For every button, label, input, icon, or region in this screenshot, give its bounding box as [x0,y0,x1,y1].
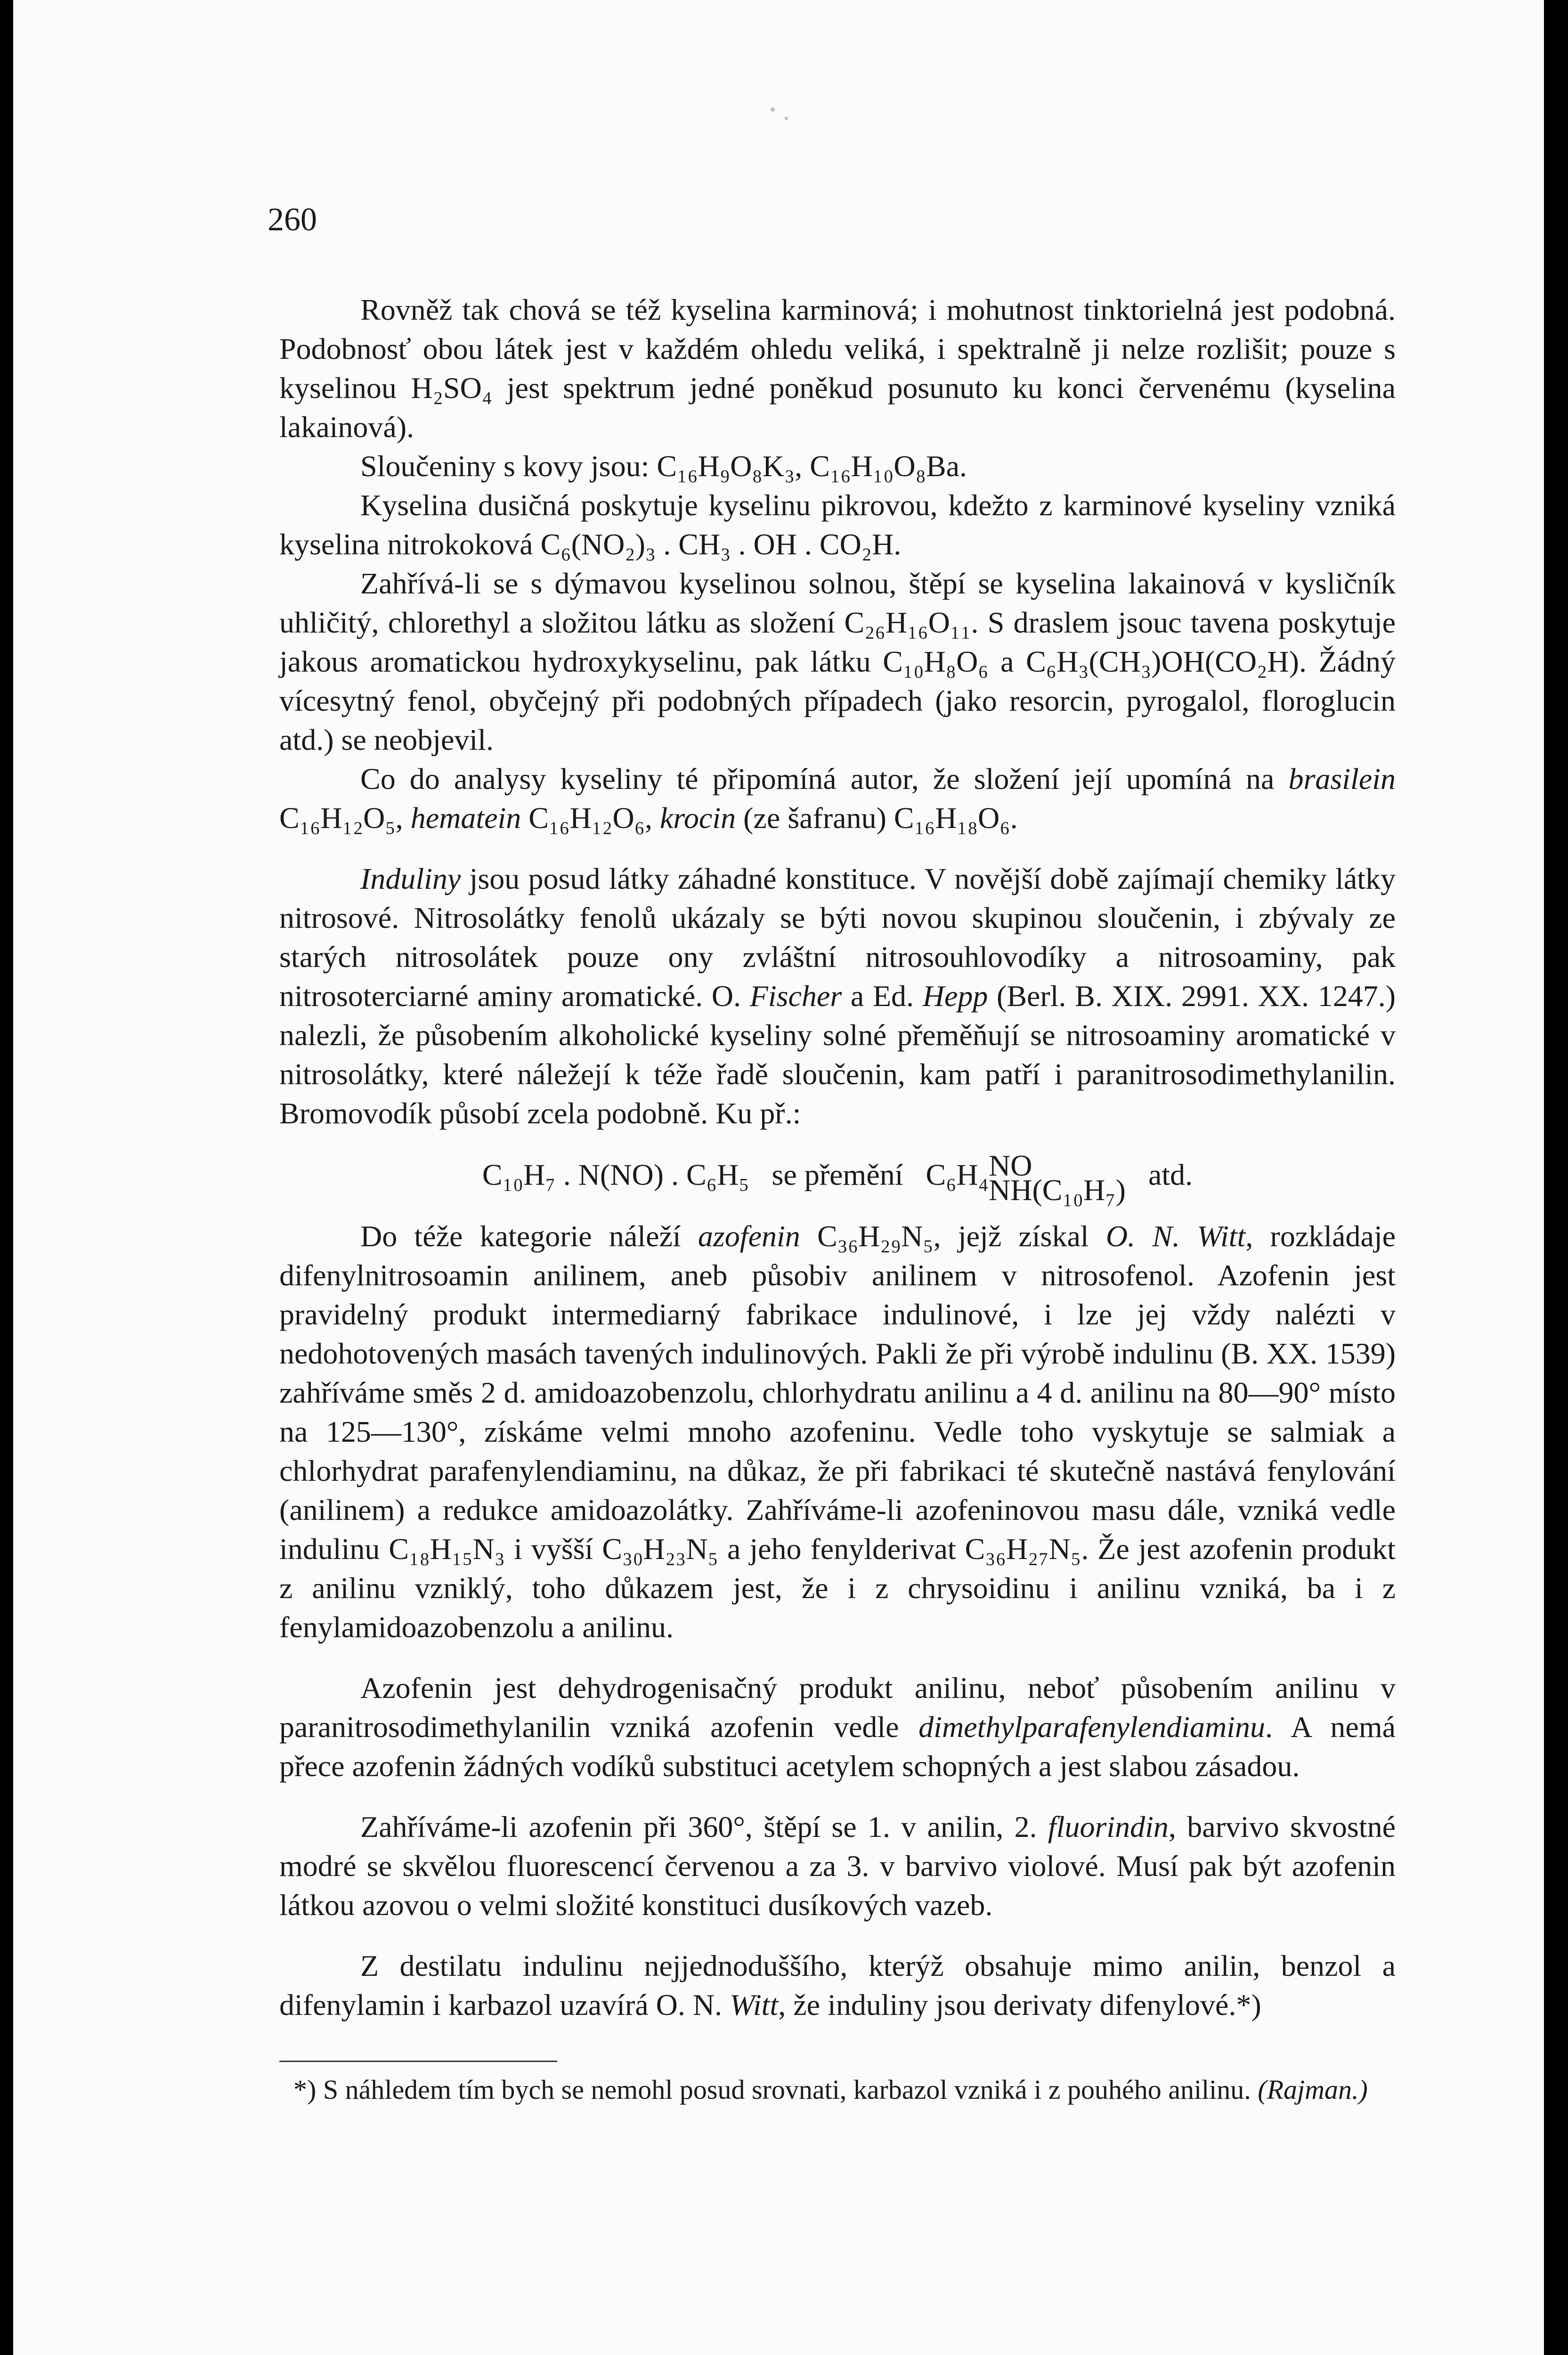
paragraph-3: Kyselina dusičná poskytuje kyselinu pikrovou, kdežto z karminové kyseliny vzniká kyselina nitrokoková C₆(NO₂)₃ . CH₃ . OH . CO₂H. [279,488,1396,561]
formula [279,1149,1396,1207]
paragraph-1: Rovněž tak chová se též kyselina karminová; i mohutnost tinktorielná jest podobná. Podobnosť obou látek jest v každém ohledu veliká, i spektralně ji nelze rozlišit; pouze s kyselinou H₂SO₄ jest spektrum jedné poněkud posunuto ku konci červenému (kyselina lakainová). [279,293,1396,444]
paragraph-6: Induliny jsou posud látky záhadné konstituce. V novější době zajímají chemiky látky nitrosové. Nitrosolátky fenolů ukázaly se býti novou skupinou sloučenin, i zbývaly ze starých nitrosolátek pouze ony zvláštní nitrosouhlovodíky a nitrosoaminy, pak nitrosoterciarné aminy aromatické. O. Fischer a Ed. Hepp (Berl. B. XIX. 2991. XX. 1247.) nalezli, že působením alkoholické kyseliny solné přeměňují se nitrosoaminy aromatické v nitrosolátky, které náležejí k téže řadě sloučenin, kam patří i paranitrosodimethylanilin. Bromovodík působí zcela podobně. Ku př.: [279,862,1396,1130]
author-hepp: Hepp [922,979,988,1013]
footnote-text: S náhledem tím bych se nemohl posud srovnati, karbazol vzniká i z pouhého anilinu. [323,2074,1251,2105]
formula-end: atd. [1148,1158,1193,1192]
term-azofenin: azofenin [698,1219,800,1253]
book-page [13,0,1544,2355]
formula-base: C₆H₄ [926,1158,989,1192]
term-brasilein: brasilein [1288,762,1396,796]
author-witt: O. N. Witt [1105,1219,1246,1253]
formula-left: C₁₀H₇ . N(NO) . C₆H₅ [482,1158,749,1192]
term-fluorindin: fluorindin [1048,1810,1169,1843]
term-dimethylparafenylendiamin: dimethylparafenylendiaminu [918,1710,1266,1744]
term-induliny: Induliny [360,862,461,895]
page-number: 260 [268,202,317,238]
paragraph-8: Azofenin jest dehydrogenisačný produkt anilinu, neboť působením anilinu v paranitrosodimethylanilin vzniká azofenin vedle dimethylparafenylendiaminu. A nemá přece azofenin žádných vodíků substituci acetylem schopných a jest slabou zásadou. [279,1671,1396,1783]
paragraph-7: Do téže kategorie náleží azofenin C₃₆H₂₉N₅, jejž získal O. N. Witt, rozkládaje difenylnitrosoamin anilinem, aneb působiv anilinem v nitrosofenol. Azofenin jest pravidelný produkt intermediarný fabrikace indulinové, i lze jej vždy nalézti v nedohotovených masách tavených indulinových. Pakli že při výrobě indulinu (B. XX. 1539) zahříváme směs 2 d. amidoazobenzolu, chlorhydratu anilinu a 4 d. anilinu na 80—90° místo na 125—130°, získáme velmi mnoho azofeninu. Vedle toho vyskytuje se salmiak a chlorhydrat parafenylendiaminu, na důkaz, že při fabrikaci té skutečně nastává fenylování (anilinem) a redukce amidoazolátky. Zahříváme-li azofeninovou masu dále, vzniká vedle indulinu C₁₈H₁₅N₃ i vyšší C₃₀H₂₃N₅ a jeho fenylderivat C₃₆H₂₇N₅. Že jest azofenin produkt z anilinu vzniklý, toho důkazem jest, že i z chrysoidinu i anilinu vzniká, ba i z fenylamidoazobenzolu a anilinu. [279,1219,1396,1644]
footnote-divider [279,2061,557,2062]
term-hematein: hematein [410,801,521,835]
footnote-signature: (Rajman.) [1258,2074,1368,2105]
paragraph-10: Z destilatu indulinu nejjednoduššího, kterýž obsahuje mimo anilin, benzol a difenylamin i karbazol uzavírá O. N. Witt, že induliny jsou derivaty difenylové.*) [279,1949,1396,2022]
term-krocin: krocin [659,801,736,835]
paragraph-9: Zahříváme-li azofenin při 360°, štěpí se 1. v anilin, 2. fluorindin, barvivo skvostné modré se skvělou fluorescencí červenou a za 3. v barvivo violové. Musí pak být azofenin látkou azovou o velmi složité konstituci dusíkových vazeb. [279,1810,1396,1922]
paragraph-5: Co do analysy kyseliny té připomíná autor, že složení její upomíná na brasilein C₁₆H₁₂O₅, hematein C₁₆H₁₂O₆, krocin (ze šafranu) C₁₆H₁₈O₆. [279,762,1396,835]
main-text [279,290,1396,2024]
footnote-mark: *) [293,2074,317,2105]
formula-substituents: NO NH(C₁₀H₇) [989,1149,1126,1207]
paragraph-4: Zahřívá-li se s dýmavou kyselinou solnou, štěpí se kyselina lakainová v kysličník uhličitý, chlorethyl a složitou látku as složení C₂₆H₁₆O₁₁. S draslem jsouc tavena poskytuje jakous aromatickou hydroxykyselinu, pak látku C₁₀H₈O₆ a C₆H₃(CH₃)OH(CO₂H). Žádný vícesytný fenol, obyčejný při podobných případech (jako resorcin, pyrogalol, floroglucin atd.) se neobjevil. [279,567,1396,756]
footnote [293,2072,1396,2107]
paper-speck [785,117,788,120]
author-fischer: Fischer [749,979,842,1013]
author-witt-2: Witt [730,1988,779,2022]
formula-mid: se přemění [772,1158,903,1192]
paragraph-2: Sloučeniny s kovy jsou: C₁₆H₉O₈K₃, C₁₆H₁₀O₈Ba. [360,449,967,483]
paper-speck [771,107,775,112]
